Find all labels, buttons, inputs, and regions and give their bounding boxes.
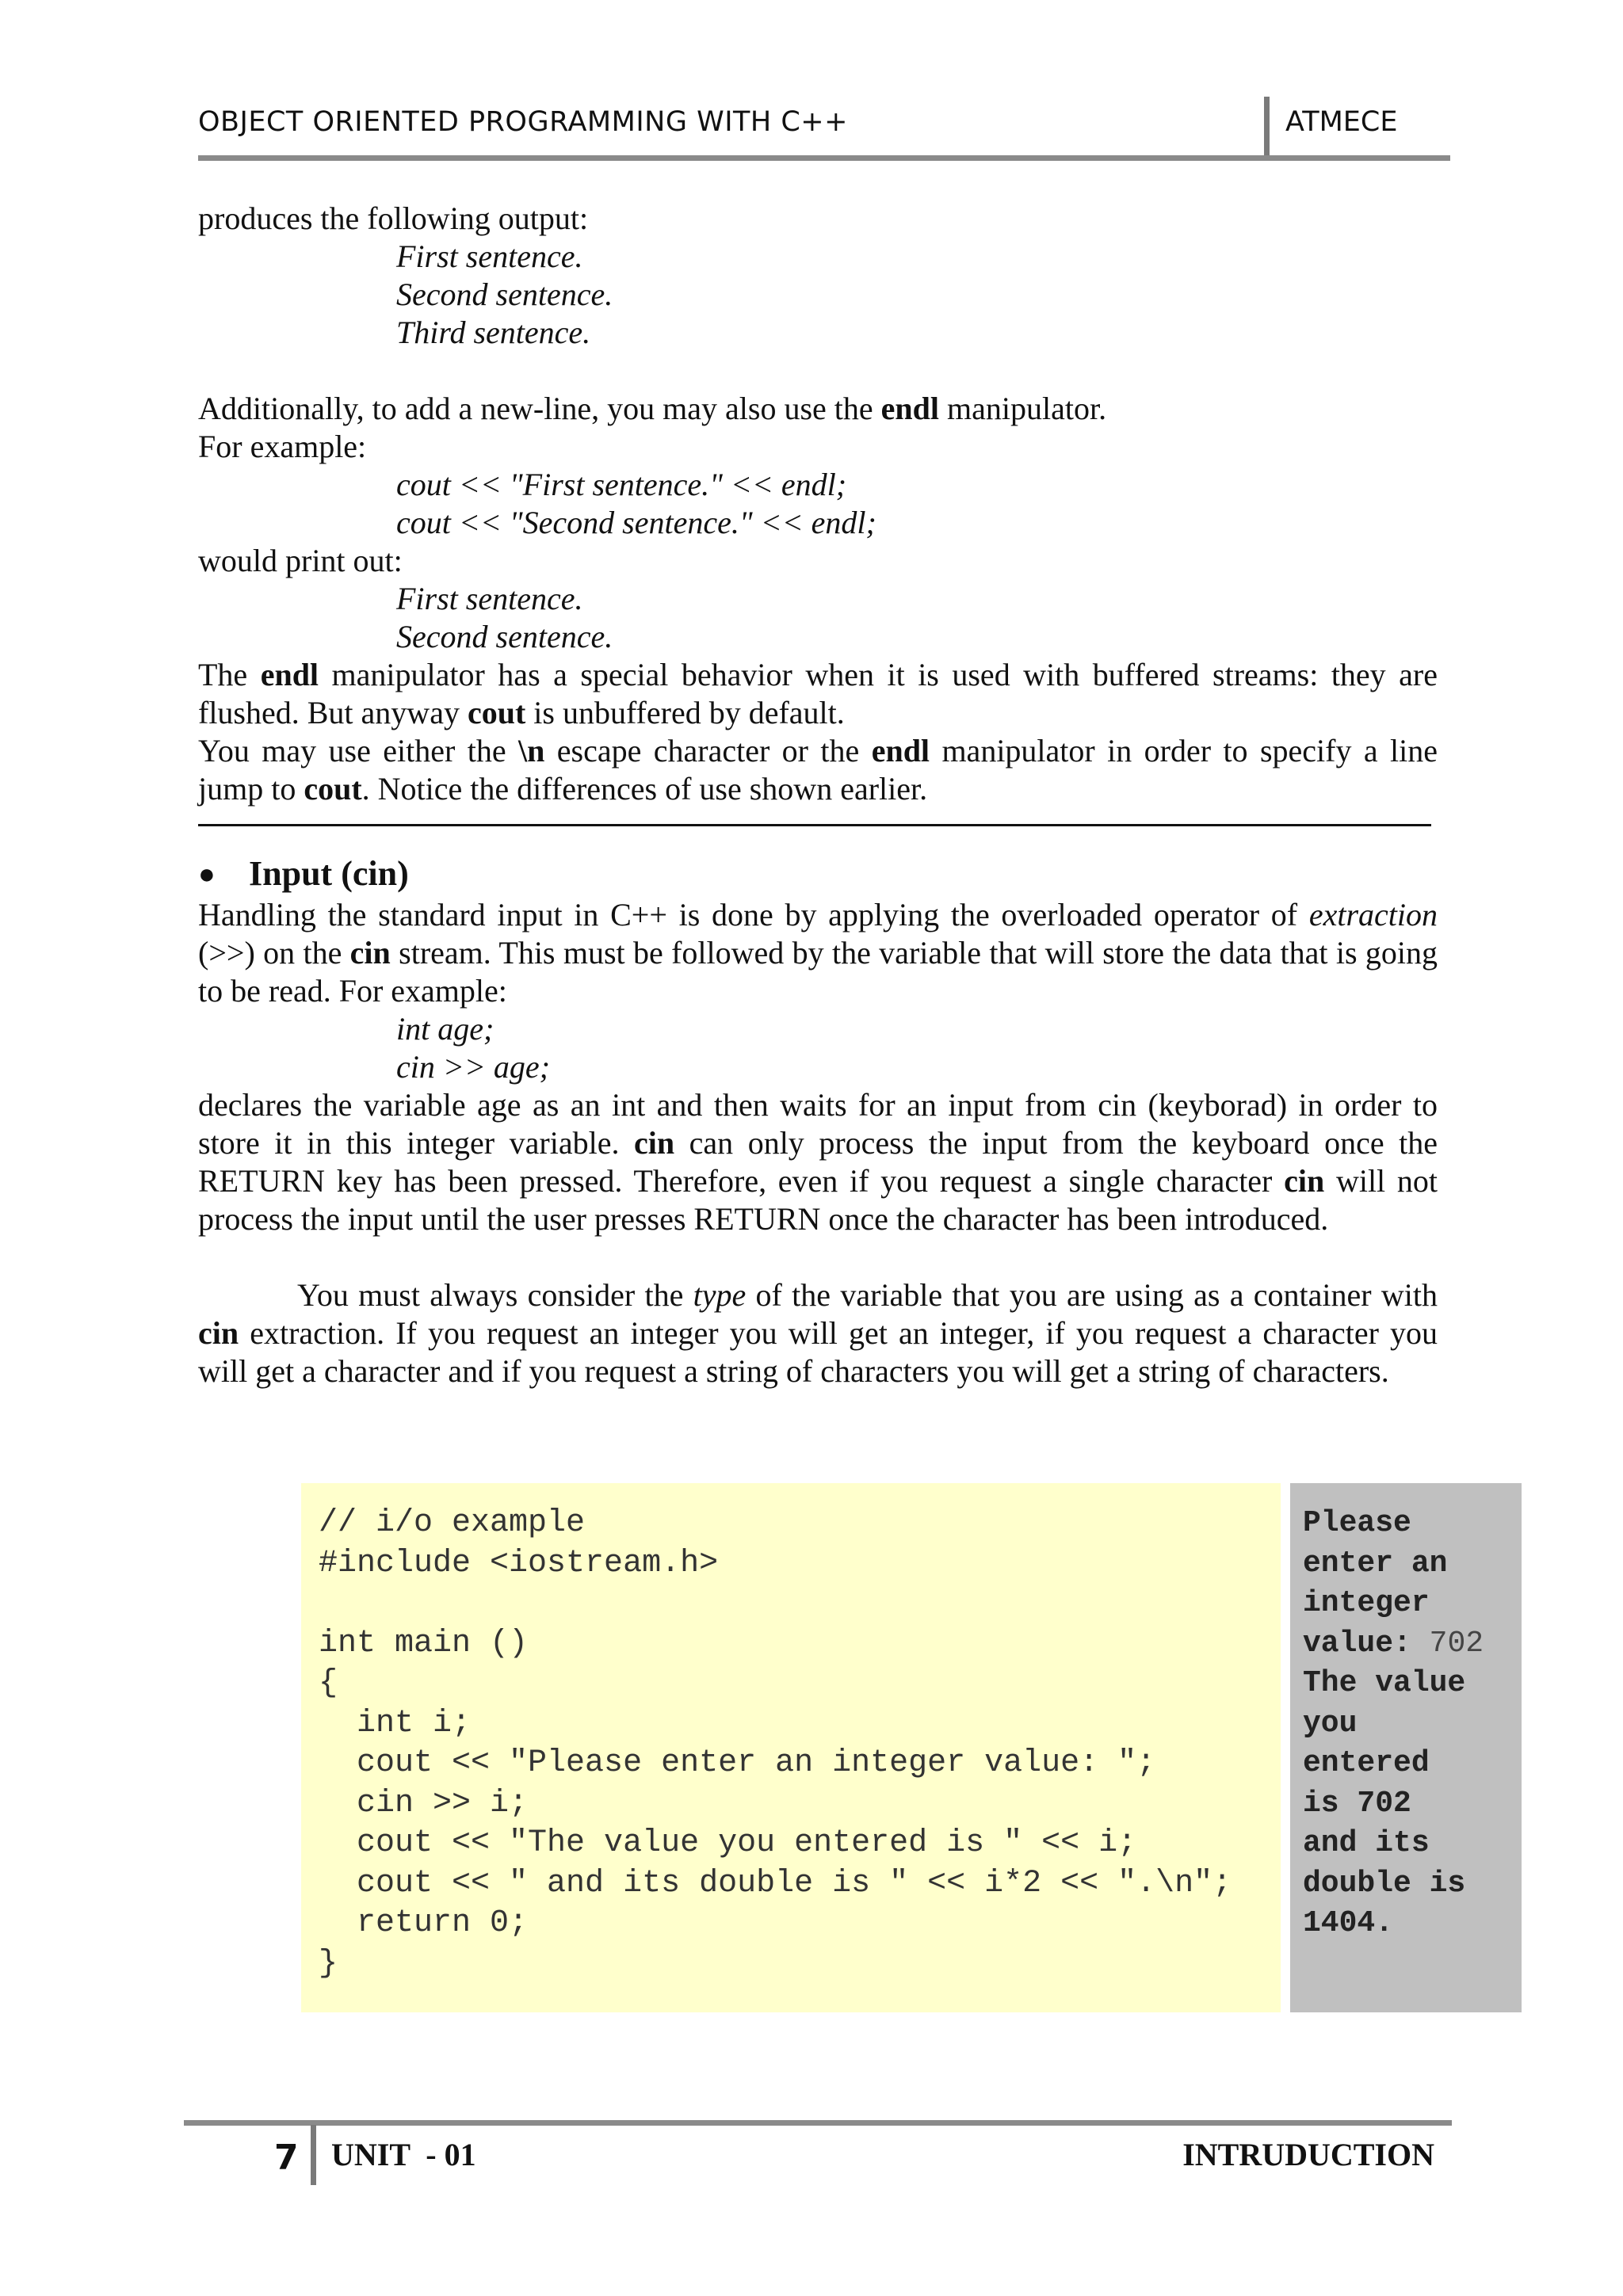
text-run: can only process the input from the keyboard once the RETURN key has been pressed. Therefore, even if you request a single character [198,1125,1438,1199]
output-line: and its [1303,1826,1430,1860]
output-line [1290,1624,1522,1665]
output-line: The value [1303,1666,1466,1700]
header-rule [198,155,1450,161]
code-line: cout << "Second sentence." << endl; [396,505,876,540]
output-prompt: value: [1303,1626,1411,1661]
text-run: of the variable that you are using as a container with [746,1277,1438,1313]
would-print-label: would print out: [198,543,403,578]
chapter-label: INTRUDUCTION [1182,2137,1434,2172]
text-run: will not process the input until the user presses RETURN once the character has been introduced. [198,1163,1438,1237]
section-divider [198,824,1431,826]
heading-text: Input (cin) [249,854,409,893]
code-panel [301,1483,1281,2012]
text-run: Additionally, to add a new-line, you may also use the [198,391,881,426]
text-run: You may use either the [198,733,519,769]
spacer [198,352,1438,390]
output-line: you [1303,1706,1358,1741]
output-user-input: 702 [1429,1626,1484,1661]
type-paragraph [198,1276,1438,1390]
text-run: declares the variable age as an int and then waits for an input from cin (keyborad) in order to store it in this integer variable. [198,1087,1438,1161]
output-line: Second sentence. [396,277,613,312]
output-line: Third sentence. [396,315,591,350]
text-run: manipulator. [939,391,1107,426]
keyword-newline: \n [518,733,545,769]
text-run: Handling the standard input in C++ is done by applying the overloaded operator of [198,897,1309,933]
header-title: OBJECT ORIENTED PROGRAMMING WITH C++ [198,106,848,138]
section-heading [198,852,1438,896]
output-line: enter an [1303,1546,1448,1581]
page-number: 7 [274,2138,299,2178]
output-line: 1404. [1303,1906,1394,1940]
cin-behavior-paragraph [198,1086,1438,1238]
keyword-endl: endl [871,733,930,769]
code-line: cout << "First sentence." << endl; [396,467,847,502]
code-listing: // i/o example #include <iostream.h> int main () { int i; cout << "Please enter an integer value: "; cin >> i; cout << "The value you entered is " << i; cout << " and its double is " << i*2 << ".\n"; return 0; } [319,1505,1232,1981]
keyword-cout: cout [304,771,362,807]
newline-paragraph [198,732,1438,808]
header-divider [1264,97,1270,158]
output-line: double is [1303,1866,1466,1901]
output-line: First sentence. [396,238,583,274]
bullet-icon: ● [198,858,216,890]
intro-lead: produces the following output: [198,200,589,236]
code-line: int age; [396,1011,495,1047]
header-college: ATMECE [1285,106,1398,138]
keyword-cin: cin [633,1125,675,1161]
endl-paragraph [198,390,1438,428]
output-line: Please [1303,1506,1411,1540]
footer-divider [311,2125,316,2185]
keyword-endl: endl [260,657,319,692]
text-run: stream. This must be followed by the variable that will store the data that is going to be read. For example: [198,935,1438,1009]
keyword-cout: cout [467,695,526,730]
text-run: The [198,657,261,692]
output-line: is 702 [1303,1786,1411,1821]
keyword-cin: cin [198,1315,239,1351]
text-run: is unbuffered by default. [525,695,845,730]
code-line: cin >> age; [396,1049,550,1085]
text-run: extraction. If you request an integer you will get an integer, if you request a character you will get a character and if you request a string of characters you will get a string of characters. [198,1315,1438,1389]
output-panel [1290,1483,1522,2012]
text-run: escape character or the [544,733,872,769]
unit-label: UNIT - 01 [331,2137,476,2172]
print-line: Second sentence. [396,619,613,654]
keyword-cin: cin [1284,1163,1325,1199]
text-run: manipulator has a special behavior when it is used with buffered streams: they are flushed. But anyway [198,657,1438,730]
page-footer [184,2120,1452,2191]
endl-behavior-paragraph [198,656,1438,732]
example-box [301,1483,1522,2012]
spacer [198,1238,1438,1276]
output-line: entered [1303,1746,1430,1780]
text-run: You must always consider the [297,1277,693,1313]
page-content [198,200,1438,1390]
text-run: . Notice the differences of use shown earlier. [361,771,928,807]
page-header [198,93,1450,160]
output-line: integer [1303,1586,1430,1620]
keyword-cin: cin [349,935,391,971]
print-line: First sentence. [396,581,583,616]
term-extraction: extraction [1308,897,1438,933]
cin-intro-paragraph [198,896,1438,1010]
text-run: (>>) on the [198,935,350,971]
text-run: manipulator in order to specify a line jump to [198,733,1438,807]
term-type: type [693,1277,747,1313]
footer-rule [184,2120,1452,2126]
for-example-label: For example: [198,429,367,464]
keyword-endl: endl [880,391,940,426]
